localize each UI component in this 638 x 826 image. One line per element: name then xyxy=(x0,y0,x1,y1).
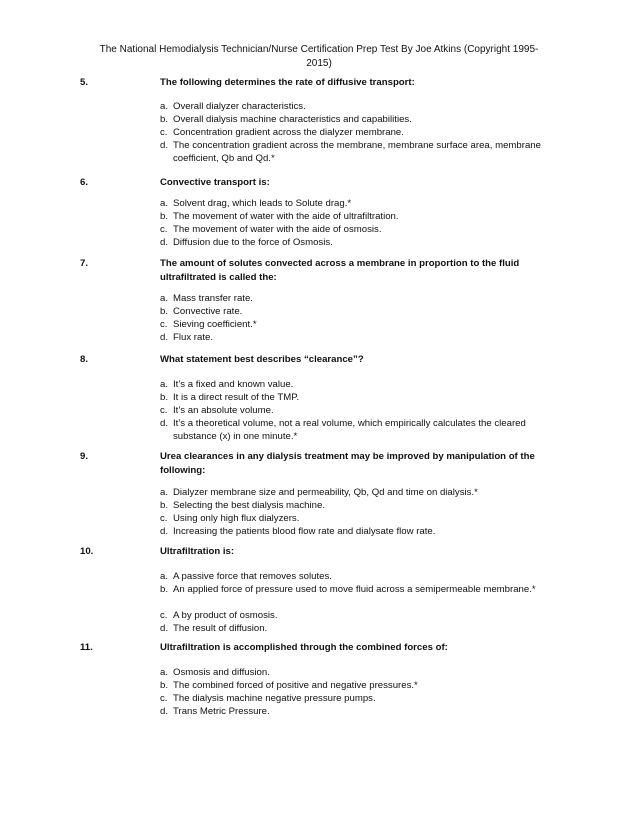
option-text: Trans Metric Pressure. xyxy=(173,706,270,717)
option-letter: c. xyxy=(160,319,168,330)
option-text: Using only high flux dialyzers. xyxy=(173,513,300,524)
answer-option xyxy=(160,512,570,525)
question-text: The amount of solutes convected across a membrane in proportion to the fluid ultrafiltrated is called the: xyxy=(160,258,520,283)
option-text: An applied force of pressure used to move fluid across a semipermeable membrane.* xyxy=(173,584,536,595)
option-letter: c. xyxy=(160,610,168,621)
question-number: 5. xyxy=(80,77,89,88)
answer-option xyxy=(160,679,570,692)
question-number: 11. xyxy=(80,642,93,653)
answer-option xyxy=(160,692,570,705)
question-number: 9. xyxy=(80,451,89,462)
option-text: It’s a theoretical volume, not a real volume, which empirically calculates the cleared substance (x) in one minute.* xyxy=(173,418,526,442)
question-text: Ultrafiltration is: xyxy=(160,546,235,557)
answer-option xyxy=(160,499,570,512)
answer-option xyxy=(160,609,570,622)
answer-option xyxy=(160,197,570,210)
option-text: A passive force that removes solutes. xyxy=(173,571,332,582)
option-letter: a. xyxy=(160,571,169,582)
question-text: The following determines the rate of diffusive transport: xyxy=(160,77,415,88)
option-text: It’s a fixed and known value. xyxy=(173,379,294,390)
option-letter: a. xyxy=(160,101,169,112)
option-text: The dialysis machine negative pressure pumps. xyxy=(173,693,376,704)
option-letter: a. xyxy=(160,198,169,209)
option-letter: c. xyxy=(160,693,168,704)
option-text: Increasing the patients blood flow rate and dialysate flow rate. xyxy=(173,526,436,537)
header-line-1: The National Hemodialysis Technician/Nurse Certification Prep Test By Joe Atkins (Copyright 1995- xyxy=(99,44,539,55)
option-text: Diffusion due to the force of Osmosis. xyxy=(173,237,333,248)
option-letter: d. xyxy=(160,237,169,248)
answer-option xyxy=(160,318,570,331)
option-letter: b. xyxy=(160,500,169,511)
option-text: The movement of water with the aide of osmosis. xyxy=(173,224,382,235)
option-text: The result of diffusion. xyxy=(173,623,268,634)
question-text: What statement best describes “clearance”? xyxy=(160,354,364,365)
answer-option xyxy=(160,378,570,391)
answer-option xyxy=(160,666,570,679)
option-letter: b. xyxy=(160,306,169,317)
option-letter: d. xyxy=(160,623,169,634)
question-text: Convective transport is: xyxy=(160,177,270,188)
option-text: Solvent drag, which leads to Solute drag.* xyxy=(173,198,352,209)
answer-option xyxy=(160,622,570,635)
option-letter: d. xyxy=(160,706,169,717)
option-text: Convective rate. xyxy=(173,306,243,317)
answer-option xyxy=(160,305,570,318)
option-text: A by product of osmosis. xyxy=(173,610,278,621)
answer-option xyxy=(160,139,570,165)
option-text: Flux rate. xyxy=(173,332,213,343)
page-header xyxy=(80,43,558,71)
option-text: The combined forced of positive and negative pressures.* xyxy=(173,680,418,691)
question-number: 8. xyxy=(80,354,89,365)
option-letter: b. xyxy=(160,680,169,691)
answer-option xyxy=(160,126,570,139)
option-letter: c. xyxy=(160,513,168,524)
option-letter: b. xyxy=(160,584,169,595)
answer-option xyxy=(160,210,570,223)
answer-option xyxy=(160,113,570,126)
answer-option xyxy=(160,404,570,417)
option-text: Osmosis and diffusion. xyxy=(173,667,270,678)
answer-option xyxy=(160,525,570,538)
answer-option xyxy=(160,100,570,113)
option-text: Selecting the best dialysis machine. xyxy=(173,500,325,511)
question-text: Ultrafiltration is accomplished through the combined forces of: xyxy=(160,642,448,653)
option-text: Overall dialyzer characteristics. xyxy=(173,101,306,112)
question-text: Urea clearances in any dialysis treatment may be improved by manipulation of the following: xyxy=(160,451,535,476)
option-text: Concentration gradient across the dialyzer membrane. xyxy=(173,127,404,138)
answer-option xyxy=(160,570,570,583)
option-text: Dialyzer membrane size and permeability, Qb, Qd and time on dialysis.* xyxy=(173,487,478,498)
answer-option xyxy=(160,292,570,305)
answer-option xyxy=(160,331,570,344)
option-letter: d. xyxy=(160,140,169,151)
answer-option xyxy=(160,391,570,404)
option-text: Sieving coefficient.* xyxy=(173,319,257,330)
option-letter: a. xyxy=(160,667,169,678)
answer-option xyxy=(160,705,570,718)
option-letter: b. xyxy=(160,114,169,125)
option-letter: d. xyxy=(160,418,169,429)
option-text: It is a direct result of the TMP. xyxy=(173,392,300,403)
question-number: 7. xyxy=(80,258,89,269)
answer-option xyxy=(160,417,570,443)
option-text: Mass transfer rate. xyxy=(173,293,253,304)
option-text: It’s an absolute volume. xyxy=(173,405,274,416)
answer-option xyxy=(160,583,570,596)
option-letter: c. xyxy=(160,224,168,235)
option-letter: b. xyxy=(160,211,169,222)
option-text: The concentration gradient across the membrane, membrane surface area, membrane coefficient, Qb and Qd.* xyxy=(173,140,541,164)
option-letter: a. xyxy=(160,487,169,498)
question-number: 6. xyxy=(80,177,89,188)
answer-option xyxy=(160,223,570,236)
option-letter: a. xyxy=(160,293,169,304)
option-letter: c. xyxy=(160,127,168,138)
option-letter: d. xyxy=(160,332,169,343)
option-letter: b. xyxy=(160,392,169,403)
option-text: The movement of water with the aide of ultrafiltration. xyxy=(173,211,399,222)
option-text: Overall dialysis machine characteristics and capabilities. xyxy=(173,114,412,125)
answer-option xyxy=(160,236,570,249)
option-letter: a. xyxy=(160,379,169,390)
option-letter: c. xyxy=(160,405,168,416)
question-number: 10. xyxy=(80,546,94,557)
header-line-2: 2015) xyxy=(306,58,332,69)
answer-option xyxy=(160,486,570,499)
option-letter: d. xyxy=(160,526,169,537)
